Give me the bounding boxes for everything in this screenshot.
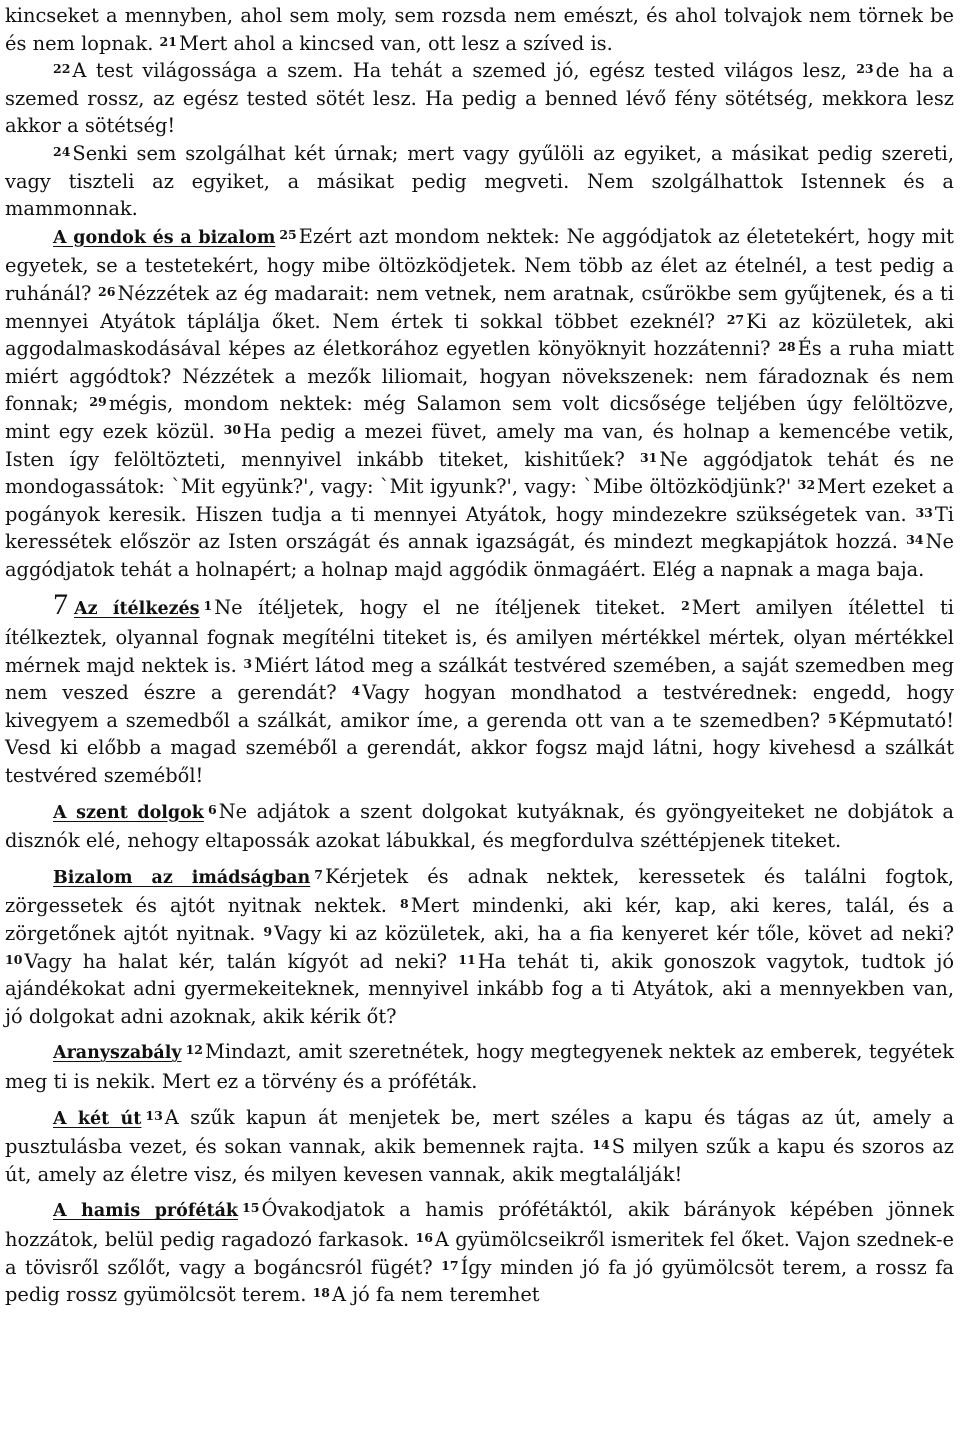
paragraph-p9 bbox=[5, 1104, 954, 1189]
verse-number: 9 bbox=[263, 924, 273, 939]
verse-text: Mindazt, amit szeretnétek, hogy megtegyenek nektek az emberek, tegyétek meg ti is nekik. Mert ez a törvény és a próféták. bbox=[5, 1040, 954, 1093]
section-heading: A szent dolgok bbox=[53, 802, 204, 823]
verse-text: mégis, mondom nektek: még Salamon sem volt dicsősége teljében úgy felöltözve, mint egy ezek közül. bbox=[5, 392, 954, 443]
paragraph-p10 bbox=[5, 1196, 954, 1308]
verse-text: Ne ítéljetek, hogy el ne ítéljenek titeket. bbox=[214, 596, 682, 620]
verse-text: Ha tehát ti, akik gonoszok vagytok, tudtok jó ajándékokat adni gyermekeiteknek, mennyivel inkább fog a ti Atyátok, aki a mennyekben van, jó dolgokat adni azoknak, akik kérik őt? bbox=[5, 949, 955, 1028]
verse-number: 2 bbox=[681, 598, 690, 614]
section-heading: Az ítélkezés bbox=[74, 599, 200, 620]
verse-number: 29 bbox=[89, 394, 107, 410]
verse-text: S milyen szűk a kapu és szoros az út, amely az életre visz, és milyen kevesen vannak, akik megtalálják! bbox=[5, 1135, 954, 1186]
paragraph-p5 bbox=[5, 588, 955, 789]
verse-text: Mert amilyen ítélettel ti ítélkeztek, olyannal fognak megítélni titeket is, és amilyen mértékkel mértek, olyan mértékkel mérnek majd nektek is. bbox=[5, 596, 954, 677]
section-heading: Aranyszabály bbox=[53, 1043, 182, 1064]
paragraph-p2 bbox=[5, 57, 954, 140]
chapter-number: 7 bbox=[53, 588, 68, 622]
verse-number: 22 bbox=[53, 61, 71, 77]
verse-text: Ki az közületek, aki aggodalmaskodásával képes az életkorához egyetlen könyöknyit hozzátenni? bbox=[5, 309, 954, 361]
verse-text: Mert ahol a kincsed van, ott lesz a szíved is. bbox=[178, 31, 613, 55]
verse-number: 26 bbox=[98, 283, 116, 299]
verse-number: 1 bbox=[203, 598, 213, 614]
section-heading: A két út bbox=[53, 1108, 142, 1129]
verse-number: 14 bbox=[592, 1137, 610, 1153]
verse-number: 30 bbox=[223, 421, 242, 437]
verse-text: Mert ezeket a pogányok keresik. Hiszen tudja a ti mennyei Atyátok, hogy mindezekre szükségetek van. bbox=[5, 475, 954, 526]
verse-text: Ti keressétek először az Isten országát és annak igazságát, és mindezt megkapjátok hozzá. bbox=[5, 502, 954, 554]
verse-number: 32 bbox=[797, 477, 816, 493]
verse-number: 15 bbox=[242, 1200, 260, 1216]
verse-number: 34 bbox=[906, 532, 924, 548]
verse-number: 11 bbox=[458, 951, 476, 967]
verse-text: Képmutató! Vesd ki előbb a magad szeméből a gerendát, akkor fogsz majd látni, hogy kivehesd a szálkát testvéred szeméből! bbox=[5, 708, 954, 788]
section-heading: A gondok és a bizalom bbox=[53, 227, 276, 248]
verse-text: Vagy hogyan mondhatod a testvérednek: engedd, hogy kivegyem a szemedből a szálkát, amikor íme, a gerenda ott van a te szemedben? bbox=[5, 681, 954, 732]
verse-number: 31 bbox=[639, 449, 658, 465]
verse-text: Ne aggódjatok tehát és ne mondogassátok: `Mit együnk?', vagy: `Mit igyunk?', vagy: `Mibe öltözködjünk?' bbox=[5, 447, 955, 499]
verse-number: 17 bbox=[441, 1257, 459, 1273]
verse-text: Senki sem szolgálhat két úrnak; mert vagy gyűlöli az egyiket, a másikat pedig szereti, vagy tiszteli az egyiket, a másikat pedig megveti. Nem szolgálhattok Istennek és a mammonnak. bbox=[5, 141, 954, 221]
verse-text: Ha pedig a mezei füvet, amely ma van, és holnap a kemencébe vetik, Isten így felöltözteti, mennyivel inkább titeket, kishitűek? bbox=[5, 419, 954, 471]
paragraph-p1 bbox=[5, 2, 954, 57]
verse-text: A gyümölcseikről ismeritek fel őket. Vajon szednek-e a tövisről szőlőt, vagy a bogáncsról fügét? bbox=[5, 1227, 954, 1279]
verse-text: kincseket a mennyben, ahol sem moly, sem rozsda nem emészt, és ahol tolvajok nem törnek be és nem lopnak. bbox=[5, 4, 954, 55]
verse-number: 27 bbox=[726, 311, 745, 327]
paragraph-p6 bbox=[5, 798, 954, 855]
paragraph-p8 bbox=[5, 1038, 954, 1095]
verse-number: 8 bbox=[400, 896, 409, 912]
verse-number: 23 bbox=[856, 61, 874, 77]
verse-number: 13 bbox=[145, 1107, 163, 1123]
verse-text: Ezért azt mondom nektek: Ne aggódjatok az életetekért, hogy mit egyetek, se a testetekért, hogy mibe öltözködjetek. Nem több az élet az ételnél, a test pedig a ruhánál? bbox=[5, 224, 954, 305]
paragraph-p3 bbox=[5, 140, 954, 223]
verse-text: A szűk kapun át menjetek be, mert széles a kapu és tágas az út, amely a pusztulásba vezet, és sokan vannak, akik bemennek rajta. bbox=[5, 1105, 954, 1159]
verse-number: 7 bbox=[314, 866, 323, 882]
verse-number: 3 bbox=[243, 655, 253, 671]
verse-number: 33 bbox=[915, 504, 933, 520]
verse-text: Ne aggódjatok tehát a holnapért; a holnap majd aggódik önmagáért. Elég a napnak a maga baja. bbox=[5, 530, 954, 581]
verse-number: 4 bbox=[351, 683, 361, 699]
verse-number: 28 bbox=[778, 339, 796, 355]
verse-text: A test világossága a szem. Ha tehát a szemed jó, egész tested világos lesz, bbox=[72, 59, 857, 83]
verse-text: Óvakodjatok a hamis prófétáktól, akik bárányok képében jönnek hozzátok, belül pedig ragadozó farkasok. bbox=[5, 1198, 954, 1251]
verse-number: 10 bbox=[5, 951, 23, 967]
verse-number: 25 bbox=[279, 226, 297, 242]
verse-text: Ne adjátok a szent dolgokat kutyáknak, és gyöngyeiteket ne dobjátok a disznók elé, nehogy eltapossák azokat lábukkal, és megfordulva széttépjenek titeket. bbox=[5, 799, 954, 853]
section-heading: A hamis próféták bbox=[53, 1201, 239, 1222]
paragraph-p7 bbox=[5, 863, 954, 1031]
verse-text: Miért látod meg a szálkát testvéred szemében, a saját szemedben meg nem veszed észre a gerendát? bbox=[5, 653, 955, 705]
verse-text: de ha a szemed rossz, az egész tested sötét lesz. Ha pedig a benned lévő fény sötétség, mekkora lesz akkor a sötétség! bbox=[5, 59, 954, 138]
paragraph-p4 bbox=[5, 223, 954, 584]
verse-text: És a ruha miatt miért aggódtok? Nézzétek a mezők liliomait, hogyan növekszenek: nem fáradoznak és nem fonnak; bbox=[5, 337, 954, 416]
verse-number: 16 bbox=[415, 1229, 433, 1245]
verse-number: 18 bbox=[312, 1285, 330, 1301]
verse-text: Nézzétek az ég madarait: nem vetnek, nem aratnak, csűrökbe sem gyűjtenek, és a ti mennyei Atyátok táplálja őket. Nem értek ti sokkal többet ezeknél? bbox=[5, 281, 954, 333]
verse-number: 24 bbox=[53, 143, 71, 159]
verse-text: Így minden jó fa jó gyümölcsöt terem, a rossz fa pedig rossz gyümölcsöt terem. bbox=[5, 1255, 954, 1307]
verse-text: Mert mindenki, aki kér, kap, aki keres, talál, és a zörgetőnek ajtót nyitnak. bbox=[5, 894, 954, 945]
verse-number: 12 bbox=[185, 1042, 203, 1058]
section-heading: Bizalom az imádságban bbox=[53, 867, 311, 888]
verse-text: Vagy ha halat kér, talán kígyót ad neki? bbox=[24, 949, 459, 973]
verse-text: Vagy ki az közületek, aki, ha a fia kenyeret kér tőle, követ ad neki? bbox=[274, 922, 954, 945]
verse-number: 21 bbox=[159, 33, 177, 49]
verse-number: 6 bbox=[207, 801, 217, 817]
verse-number: 5 bbox=[827, 710, 837, 726]
verse-text: Kérjetek és adnak nektek, keressetek és találni fogtok, zörgessetek és ajtót nyitnak nektek. bbox=[5, 864, 954, 918]
verse-text: A jó fa nem teremhet bbox=[332, 1283, 540, 1307]
